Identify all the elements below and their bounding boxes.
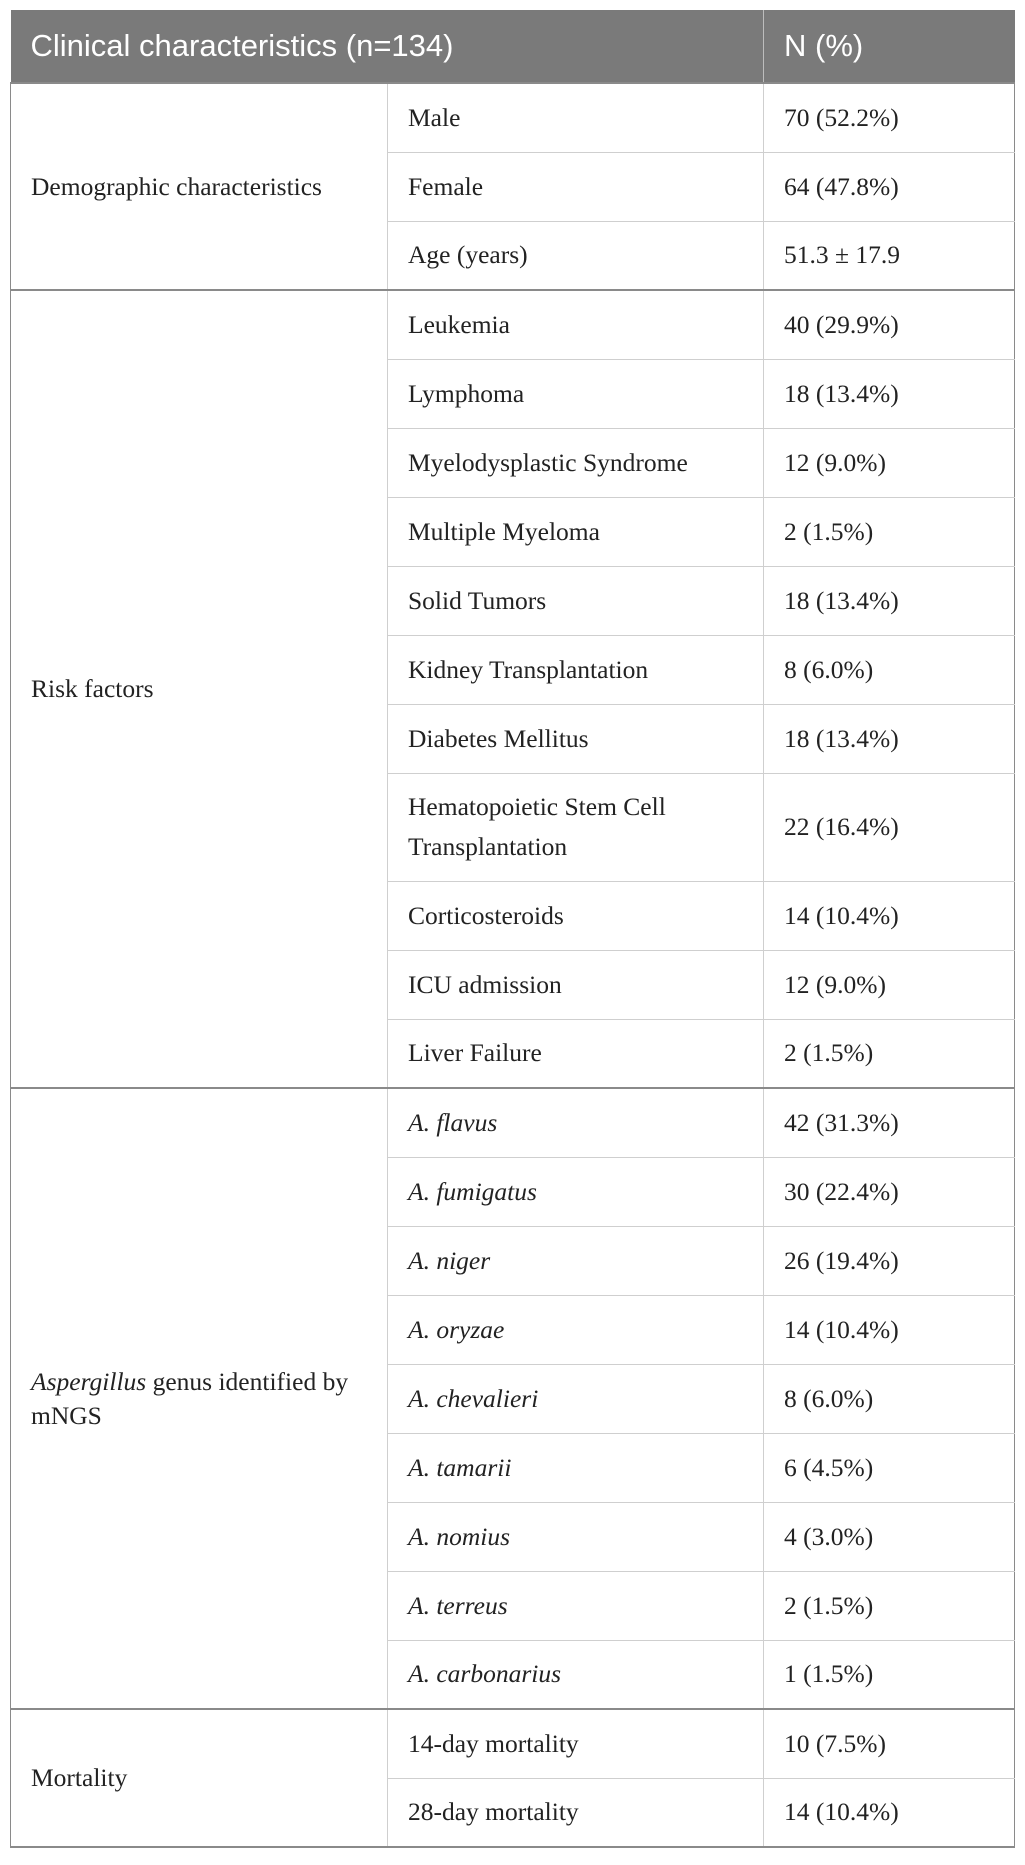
row-label: Leukemia [388, 290, 764, 359]
row-value: 4 (3.0%) [764, 1502, 1015, 1571]
row-label: Multiple Myeloma [388, 497, 764, 566]
clinical-characteristics-table [10, 10, 1015, 1848]
row-value: 30 (22.4%) [764, 1157, 1015, 1226]
row-label: A. oryzae [388, 1295, 764, 1364]
row-label: A. tamarii [388, 1433, 764, 1502]
table-row [11, 290, 1015, 359]
category-aspergillus [11, 1088, 388, 1709]
row-label: A. flavus [388, 1088, 764, 1157]
row-label: A. terreus [388, 1571, 764, 1640]
row-value: 8 (6.0%) [764, 635, 1015, 704]
row-value: 14 (10.4%) [764, 1778, 1015, 1847]
row-label: A. carbonarius [388, 1640, 764, 1709]
row-label: 14-day mortality [388, 1709, 764, 1778]
row-value: 8 (6.0%) [764, 1364, 1015, 1433]
row-label: Female [388, 152, 764, 221]
row-label: Diabetes Mellitus [388, 704, 764, 773]
row-label: Lymphoma [388, 359, 764, 428]
row-label: Hematopoietic Stem Cell Transplantation [388, 773, 764, 881]
row-label: A. niger [388, 1226, 764, 1295]
row-value: 2 (1.5%) [764, 1571, 1015, 1640]
row-value: 14 (10.4%) [764, 1295, 1015, 1364]
row-value: 2 (1.5%) [764, 1019, 1015, 1088]
row-label: Male [388, 83, 764, 152]
row-label: A. chevalieri [388, 1364, 764, 1433]
row-value: 6 (4.5%) [764, 1433, 1015, 1502]
row-value: 12 (9.0%) [764, 950, 1015, 1019]
row-label: Age (years) [388, 221, 764, 290]
row-value: 10 (7.5%) [764, 1709, 1015, 1778]
row-value: 2 (1.5%) [764, 497, 1015, 566]
row-label: A. nomius [388, 1502, 764, 1571]
table-row [11, 1709, 1015, 1778]
row-value: 70 (52.2%) [764, 83, 1015, 152]
row-value: 51.3 ± 17.9 [764, 221, 1015, 290]
row-value: 14 (10.4%) [764, 881, 1015, 950]
category-risk-factors: Risk factors [11, 290, 388, 1088]
row-value: 42 (31.3%) [764, 1088, 1015, 1157]
row-value: 18 (13.4%) [764, 359, 1015, 428]
row-value: 40 (29.9%) [764, 290, 1015, 359]
row-label: Myelodysplastic Syndrome [388, 428, 764, 497]
table-header [11, 10, 1015, 83]
category-aspergillus-rest: genus identified by mNGS [31, 1366, 349, 1430]
row-label: ICU admission [388, 950, 764, 1019]
row-value: 64 (47.8%) [764, 152, 1015, 221]
category-mortality: Mortality [11, 1709, 388, 1847]
header-characteristics: Clinical characteristics (n=134) [11, 10, 764, 83]
row-label: Corticosteroids [388, 881, 764, 950]
row-value: 1 (1.5%) [764, 1640, 1015, 1709]
row-value: 18 (13.4%) [764, 704, 1015, 773]
row-value: 12 (9.0%) [764, 428, 1015, 497]
row-label: Liver Failure [388, 1019, 764, 1088]
row-value: 18 (13.4%) [764, 566, 1015, 635]
row-value: 26 (19.4%) [764, 1226, 1015, 1295]
row-label: 28-day mortality [388, 1778, 764, 1847]
table-row [11, 83, 1015, 152]
row-label: Kidney Transplantation [388, 635, 764, 704]
category-aspergillus-italic: Aspergillus [31, 1366, 147, 1396]
row-label: Solid Tumors [388, 566, 764, 635]
row-value: 22 (16.4%) [764, 773, 1015, 881]
row-label: A. fumigatus [388, 1157, 764, 1226]
category-demographic: Demographic characteristics [11, 83, 388, 290]
table-row [11, 1088, 1015, 1157]
header-n-percent: N (%) [764, 10, 1015, 83]
